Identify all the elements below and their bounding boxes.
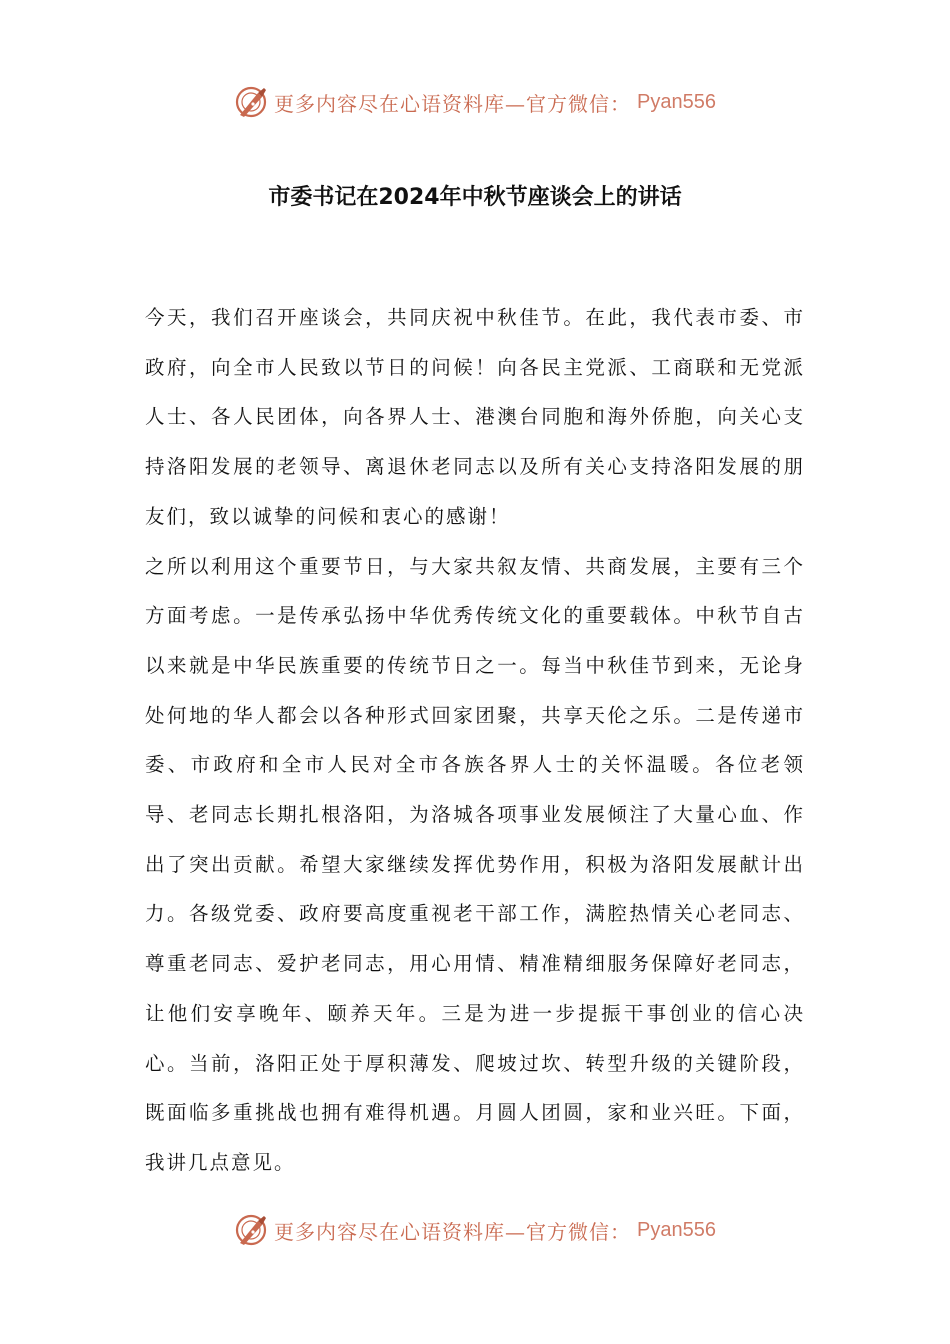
footer-banner	[0, 1210, 950, 1250]
paragraph: 之所以利用这个重要节日，与大家共叙友情、共商发展，主要有三个方面考虑。一是传承弘扬中华优秀传统文化的重要载体。中秋节自古以来就是中华民族重要的传统节日之一。每当中秋佳节到来，无论身处何地的华人都会以各种形式回家团聚，共享天伦之乐。二是传递市委、市政府和全市人民对全市各族各界人士的关怀温暖。各位老领导、老同志长期扎根洛阳，为洛城各项事业发展倾注了大量心血、作出了突出贡献。希望大家继续发挥优势作用，积极为洛阳发展献计出力。各级党委、政府要高度重视老干部工作，满腔热情关心老同志、尊重老同志、爱护老同志，用心用情、精准精细服务保障好老同志，让他们安享晚年、颐养天年。三是为进一步提振干事创业的信心决心。当前，洛阳正处于厚积薄发、爬坡过坎、转型升级的关键阶段，既面临多重挑战也拥有难得机遇。月圆人团圆，家和业兴旺。下面，我讲几点意见。	[145, 554, 805, 1174]
wechat-id: Pyan556	[637, 90, 716, 113]
wechat-id: Pyan556	[637, 1218, 716, 1241]
banner-text: 更多内容尽在心语资料库—官方微信：	[274, 91, 632, 116]
paragraph: 今天，我们召开座谈会，共同庆祝中秋佳节。在此，我代表市委、市政府，向全市人民致以节日的问候！向各民主党派、工商联和无党派人士、各人民团体，向各界人士、港澳台同胞和海外侨胞，向关心支持洛阳发展的老领导、离退休老同志以及所有关心支持洛阳发展的朋友们，致以诚挚的问候和衷心的感谢！	[145, 306, 805, 528]
pen-nib-icon	[234, 85, 268, 119]
banner-text: 更多内容尽在心语资料库—官方微信：	[274, 1219, 632, 1244]
header-banner	[0, 82, 950, 122]
document-body	[145, 293, 805, 1188]
pen-nib-icon	[234, 1213, 268, 1247]
document-title: 市委书记在2024年中秋节座谈会上的讲话	[268, 185, 682, 210]
